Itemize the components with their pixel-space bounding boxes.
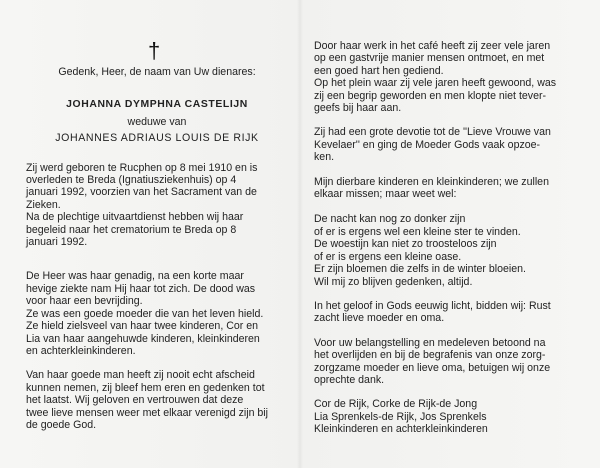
- text-line: ken.: [314, 151, 335, 164]
- text-line: de goede God.: [26, 418, 97, 431]
- right-page: [314, 0, 580, 436]
- poem-line: of er is ergens wel een kleine ster te vinden.: [314, 225, 521, 238]
- text-line: Ze hield zielsveel van haar twee kinderen, Cor en: [26, 320, 259, 333]
- text-line: en achterkleinkinderen.: [26, 344, 136, 357]
- faith-paragraph: [314, 300, 580, 325]
- text-line: Na de plechtige uitvaartdienst hebben wij haar: [26, 211, 244, 224]
- text-line: In het geloof in Gods eeuwig licht, bidden wij: Rust: [314, 299, 551, 312]
- text-line: Voor uw belangstelling en medeleven betoond na: [314, 336, 546, 349]
- text-line: overleden te Breda (Ignatiusziekenhuis) op 4: [26, 174, 237, 187]
- text-line: Kevelaer'' en ging de Moeder Gods vaak opzoe-: [314, 138, 541, 151]
- thanks-paragraph: [314, 337, 580, 387]
- widow-label: weduwe van: [127, 115, 187, 128]
- text-line: De Heer was haar genadig, na een korte maar: [26, 270, 244, 283]
- text-line: oprechte dank.: [314, 373, 385, 386]
- text-line: begeleid naar het crematorium te Breda op 8: [26, 223, 237, 236]
- devotion-paragraph: [314, 126, 580, 163]
- text-line: Van haar goede man heeft zij nooit echt afscheid: [26, 369, 255, 382]
- poem-line: De woestijn kan niet zo troosteloos zijn: [314, 238, 497, 251]
- children-paragraph: [314, 176, 580, 201]
- text-line: een goed hart hen gediend.: [314, 64, 444, 77]
- text-line: Ze was een goede moeder die van het leven hield.: [26, 307, 264, 320]
- text-line: het laatst. Wij geloven en vertrouwen dat deze: [26, 394, 244, 407]
- husband-name: JOHANNES ADRIAUS LOUIS DE RIJK: [55, 132, 259, 145]
- text-line: januari 1992.: [26, 236, 88, 249]
- deceased-name: JOHANNA DYMPHNA CASTELIJN: [66, 99, 248, 111]
- lord-paragraph: [26, 270, 288, 357]
- poem: [314, 213, 580, 287]
- text-line: Door haar werk in het café heeft zij zeer vele jaren: [314, 40, 551, 52]
- cafe-paragraph: [314, 40, 580, 114]
- text-line: twee lieve mensen weer met elkaar verenigd zijn bij: [26, 406, 269, 419]
- text-line: Mijn dierbare kinderen en kleinkinderen; we zullen: [314, 175, 549, 188]
- text-line: hevige ziekte nam Hij haar tot zich. De dood was: [26, 282, 256, 295]
- poem-line: De nacht kan nog zo donker zijn: [314, 213, 466, 226]
- farewell-paragraph: [26, 369, 288, 431]
- text-line: zacht lieve moeder en oma.: [314, 312, 445, 325]
- poem-line: Er zijn bloemen die zelfs in de winter bloeien.: [314, 263, 526, 276]
- text-line: op een gastvrije manier mensen ontmoet, en met: [314, 52, 545, 65]
- signature-line: Lia Sprenkels-de Rijk, Jos Sprenkels: [314, 410, 487, 423]
- text-line: geefs bij haar aan.: [314, 102, 402, 115]
- birth-paragraph: [26, 162, 288, 249]
- text-line: kunnen nemen, zij bleef hem eren en gedenken tot: [26, 381, 265, 394]
- text-line: Zij werd geboren te Rucphen op 8 mei 1910 en is: [26, 161, 258, 174]
- text-line: voor haar een bevrijding.: [26, 295, 143, 308]
- signature-line: Cor de Rijk, Corke de Rijk-de Jong: [314, 398, 478, 411]
- text-line: Op het plein waar zij vele jaren heeft gewoond, was: [314, 77, 557, 90]
- text-line: elkaar missen; maar weet wel:: [314, 188, 457, 201]
- text-line: Zieken.: [26, 198, 61, 211]
- cross-icon: †: [148, 38, 161, 63]
- text-line: zij een begrip geworden en men klopte niet tever-: [314, 89, 547, 102]
- text-line: Zij had een grote devotie tot de ''Lieve Vrouwe van: [314, 126, 551, 139]
- text-line: Lia van haar aangehuwde kinderen, kleinkinderen: [26, 332, 260, 345]
- left-page: [26, 0, 288, 431]
- text-line: zorgzame moeder en lieve oma, betuigen wij onze: [314, 361, 551, 374]
- poem-line: of er is ergens een kleine oase.: [314, 250, 462, 263]
- poem-line: Wil mij zo blijven gedenken, altijd.: [314, 275, 473, 288]
- signatures: [314, 398, 580, 435]
- intro-text: Gedenk, Heer, de naam van Uw dienares:: [58, 66, 256, 78]
- text-line: het overlijden en bij de begrafenis van onze zorg-: [314, 349, 546, 362]
- text-line: januari 1992, voorzien van het Sacrament van de: [26, 186, 257, 199]
- signature-line: Kleinkinderen en achterkleinkinderen: [314, 423, 488, 436]
